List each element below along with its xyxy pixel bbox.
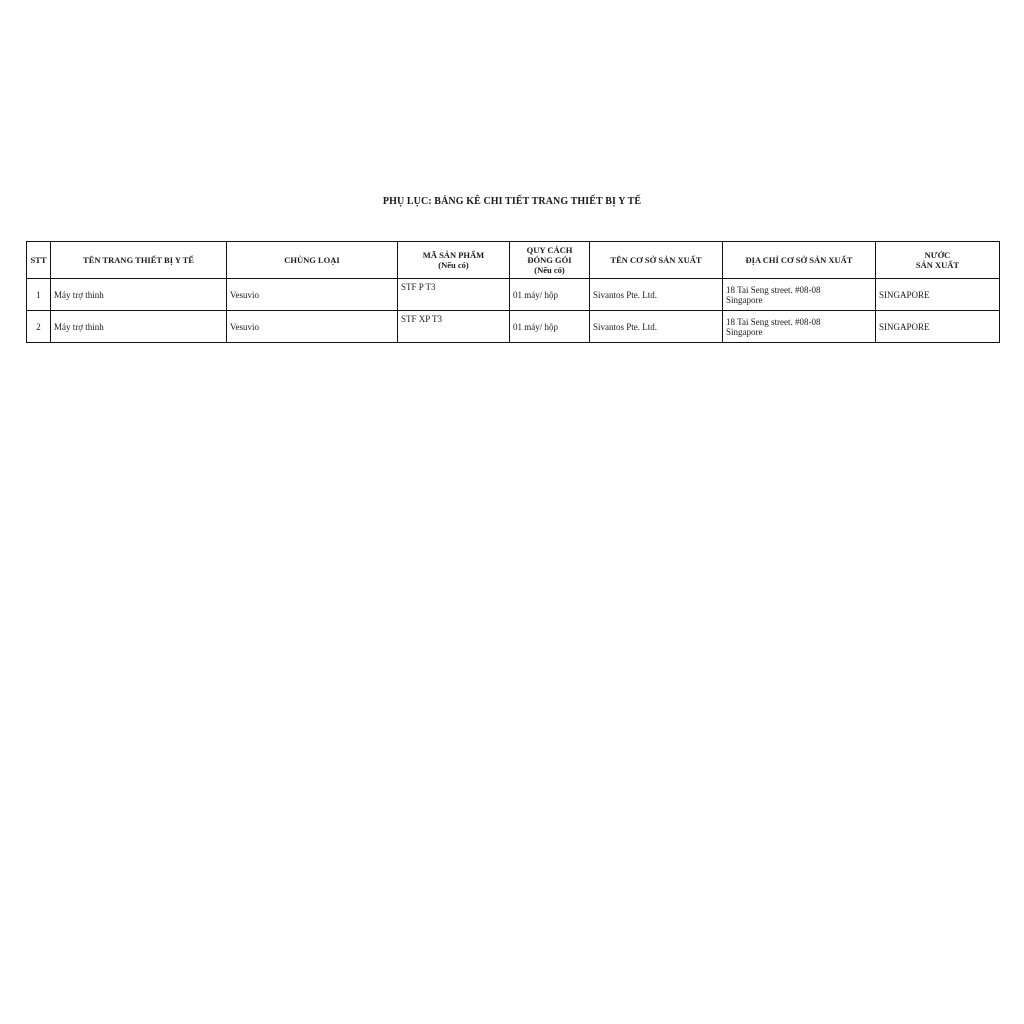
cell-product-code: STF P T3 xyxy=(398,279,510,311)
table-header-row xyxy=(27,242,1000,279)
cell-type: Vesuvio xyxy=(227,279,398,311)
cell-packaging: 01 máy/ hộp xyxy=(510,311,590,343)
cell-stt: 2 xyxy=(27,311,51,343)
cell-stt: 1 xyxy=(27,279,51,311)
document-title: PHỤ LỤC: BẢNG KÊ CHI TIẾT TRANG THIẾT BỊ Y TẾ xyxy=(382,196,642,207)
cell-packaging: 01 máy/ hộp xyxy=(510,279,590,311)
header-stt: STT xyxy=(27,242,51,279)
cell-country: SINGAPORE xyxy=(876,279,1000,311)
cell-address xyxy=(723,311,876,343)
header-country-line2: SẢN XUẤT xyxy=(915,260,960,270)
header-packaging-line2: ĐÓNG GÓI xyxy=(527,255,572,265)
cell-address-line1: 18 Tai Seng street. #08-08 xyxy=(726,284,821,295)
header-product-code-line1: MÃ SẢN PHẨM xyxy=(422,250,485,260)
cell-country: SINGAPORE xyxy=(876,311,1000,343)
cell-device-name: Máy trợ thính xyxy=(51,279,227,311)
header-address: ĐỊA CHỈ CƠ SỞ SẢN XUẤT xyxy=(723,242,876,279)
header-packaging xyxy=(510,242,590,279)
header-packaging-line1: QUY CÁCH xyxy=(526,245,573,255)
table-row xyxy=(27,279,1000,311)
cell-address-line2: Singapore xyxy=(726,326,763,337)
header-country xyxy=(876,242,1000,279)
header-device-name: TÊN TRANG THIẾT BỊ Y TẾ xyxy=(51,242,227,279)
cell-manufacturer: Sivantos Pte. Ltd. xyxy=(590,311,723,343)
cell-address-line2: Singapore xyxy=(726,294,763,305)
header-country-line1: NƯỚC xyxy=(924,250,951,260)
cell-device-name: Máy trợ thính xyxy=(51,311,227,343)
cell-product-code: STF XP T3 xyxy=(398,311,510,343)
cell-address xyxy=(723,279,876,311)
header-type: CHỦNG LOẠI xyxy=(227,242,398,279)
header-manufacturer: TÊN CƠ SỞ SẢN XUẤT xyxy=(590,242,723,279)
cell-type: Vesuvio xyxy=(227,311,398,343)
header-product-code xyxy=(398,242,510,279)
table-row xyxy=(27,311,1000,343)
device-table xyxy=(26,241,1000,343)
header-packaging-line3: (Nếu có) xyxy=(534,265,565,275)
header-product-code-line2: (Nếu có) xyxy=(438,260,469,270)
cell-manufacturer: Sivantos Pte. Ltd. xyxy=(590,279,723,311)
cell-address-line1: 18 Tai Seng street. #08-08 xyxy=(726,316,821,327)
